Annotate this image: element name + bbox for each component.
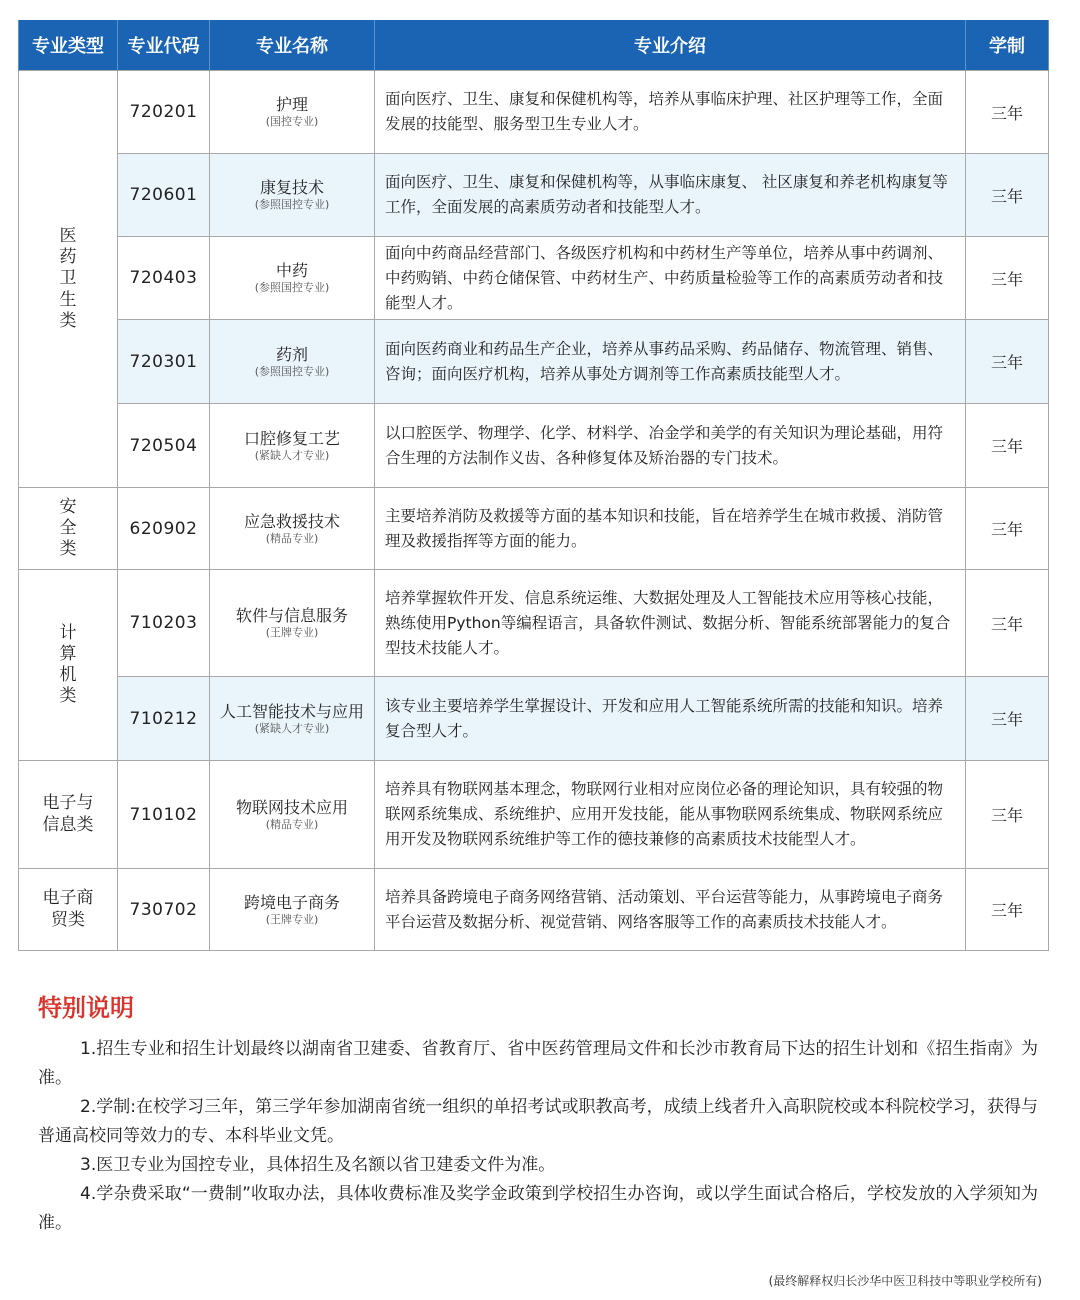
major-duration: 三年 — [966, 154, 1049, 237]
table-row — [19, 488, 1049, 570]
table-row — [19, 237, 1049, 320]
major-name: 药剂 — [275, 344, 308, 364]
major-description: 培养具有物联网基本理念，物联网行业相对应岗位必备的理论知识，具有较强的物联网系统集成、系统维护、应用开发技能，能从事物联网系统集成、物联网系统应用开发及物联网系统维护等工作的德技兼修的高素质技术技能型人才。 — [375, 761, 966, 869]
major-name: 应急救援技术 — [243, 511, 340, 531]
major-tag: (参照国控专业) — [254, 198, 330, 211]
major-name-cell — [210, 488, 375, 570]
category-cell — [19, 761, 118, 869]
major-name: 中药 — [275, 261, 308, 280]
major-name: 跨境电子商务 — [243, 892, 340, 912]
major-name-cell — [210, 71, 375, 154]
major-name-cell — [210, 237, 375, 320]
category-cell — [19, 869, 118, 951]
copyright-note: (最终解释权归长沙华中医卫科技中等职业学校所有) — [768, 1274, 1042, 1288]
major-code: 710212 — [118, 677, 210, 761]
header-duration: 学制 — [966, 20, 1049, 71]
major-tag: (国控专业) — [265, 115, 319, 128]
major-duration: 三年 — [966, 71, 1049, 154]
major-name: 口腔修复工艺 — [243, 428, 340, 448]
major-name-cell — [210, 869, 375, 951]
major-duration: 三年 — [966, 404, 1049, 488]
major-code: 720504 — [118, 404, 210, 488]
major-name: 物联网技术应用 — [235, 797, 348, 817]
table-row — [19, 71, 1049, 154]
table-row — [19, 570, 1049, 677]
category-label: 安全类 — [59, 496, 77, 560]
category-cell — [19, 488, 118, 570]
table-row — [19, 154, 1049, 237]
major-duration: 三年 — [966, 320, 1049, 404]
major-description: 以口腔医学、物理学、化学、材料学、冶金学和美学的有关知识为理论基础，用符合生理的方法制作义齿、各种修复体及矫治器的专门技术。 — [375, 404, 966, 488]
major-name: 护理 — [275, 95, 308, 114]
major-name-cell — [210, 677, 375, 761]
note-item: 2.学制:在校学习三年，第三学年参加湖南省统一组织的单招考试或职教高考，成绩上线者升入高职院校或本科院校学习，获得与普通高校同等效力的专、本科毕业文凭。 — [38, 1097, 1038, 1146]
category-label: 医药卫生类 — [59, 225, 77, 331]
major-description: 培养具备跨境电子商务网络营销、活动策划、平台运营等能力，从事跨境电子商务平台运营及数据分析、视觉营销、网络客服等工作的高素质技术技能人才。 — [375, 869, 966, 951]
major-name-cell — [210, 320, 375, 404]
major-tag: (紧缺人才专业) — [254, 721, 330, 735]
major-description: 培养掌握软件开发、信息系统运维、大数据处理及人工智能技术应用等核心技能，熟练使用Python等编程语言，具备软件测试、数据分析、智能系统部署能力的复合型技术技能人才。 — [375, 570, 966, 677]
major-name-cell — [210, 570, 375, 677]
major-name-cell — [210, 404, 375, 488]
header-major-name: 专业名称 — [210, 20, 375, 71]
major-tag: (王牌专业) — [265, 626, 319, 639]
major-duration: 三年 — [966, 761, 1049, 869]
major-description: 主要培养消防及救援等方面的基本知识和技能，旨在培养学生在城市救援、消防管理及救援指挥等方面的能力。 — [375, 488, 966, 570]
major-tag: (紧缺人才专业) — [254, 448, 330, 462]
note-item: 1.招生专业和招生计划最终以湖南省卫建委、省教育厅、省中医药管理局文件和长沙市教育局下达的招生计划和《招生指南》为准。 — [38, 1039, 1038, 1088]
major-duration: 三年 — [966, 677, 1049, 761]
major-tag: (王牌专业) — [265, 912, 319, 926]
category-label: 电子与信息类 — [42, 793, 94, 835]
special-notes — [38, 988, 1038, 1238]
major-description: 面向医疗、卫生、康复和保健机构等，从事临床康复、 社区康复和养老机构康复等工作，全面发展的高素质劳动者和技能型人才。 — [375, 154, 966, 237]
table-header-row — [19, 20, 1049, 71]
note-item: 4.学杂费采取“一费制”收取办法，具体收费标准及奖学金政策到学校招生办咨询，或以学生面试合格后，学校发放的入学须知为准。 — [38, 1184, 1038, 1233]
major-code: 720201 — [118, 71, 210, 154]
major-duration: 三年 — [966, 869, 1049, 951]
major-code: 620902 — [118, 488, 210, 570]
table-row — [19, 761, 1049, 869]
category-label: 电子商贸类 — [42, 888, 94, 930]
major-tag: (参照国控专业) — [254, 281, 330, 294]
header-major-type: 专业类型 — [19, 20, 118, 71]
header-major-code: 专业代码 — [118, 20, 210, 71]
major-tag: (精品专业) — [265, 531, 319, 545]
table-row — [19, 320, 1049, 404]
major-description: 该专业主要培养学生掌握设计、开发和应用人工智能系统所需的技能和知识。培养复合型人才。 — [375, 677, 966, 761]
major-code: 710203 — [118, 570, 210, 677]
major-description: 面向医药商业和药品生产企业，培养从事药品采购、药品储存、物流管理、销售、咨询；面向医疗机构，培养从事处方调剂等工作高素质技能型人才。 — [375, 320, 966, 404]
table-row — [19, 869, 1049, 951]
note-item: 3.医卫专业为国控专业，具体招生及名额以省卫建委文件为准。 — [80, 1155, 556, 1175]
header-major-intro: 专业介绍 — [375, 20, 966, 71]
major-tag: (参照国控专业) — [254, 364, 330, 378]
category-cell — [19, 71, 118, 488]
majors-table — [18, 20, 1049, 951]
major-duration: 三年 — [966, 237, 1049, 320]
major-code: 720601 — [118, 154, 210, 237]
major-description: 面向医疗、卫生、康复和保健机构等，培养从事临床护理、社区护理等工作，全面发展的技能型、服务型卫生专业人才。 — [375, 71, 966, 154]
major-code: 710102 — [118, 761, 210, 869]
table-row — [19, 677, 1049, 761]
table-row — [19, 404, 1049, 488]
major-code: 720403 — [118, 237, 210, 320]
category-cell — [19, 570, 118, 761]
major-duration: 三年 — [966, 570, 1049, 677]
major-description: 面向中药商品经营部门、各级医疗机构和中药材生产等单位，培养从事中药调剂、中药购销、中药仓储保管、中药材生产、中药质量检验等工作的高素质劳动者和技能型人才。 — [375, 237, 966, 320]
notes-title: 特别说明 — [38, 994, 134, 1022]
major-name: 康复技术 — [259, 178, 324, 197]
major-name: 人工智能技术与应用 — [219, 701, 364, 721]
major-code: 720301 — [118, 320, 210, 404]
category-label: 计算机类 — [59, 622, 77, 707]
major-name-cell — [210, 154, 375, 237]
major-code: 730702 — [118, 869, 210, 951]
major-duration: 三年 — [966, 488, 1049, 570]
major-name-cell — [210, 761, 375, 869]
major-name: 软件与信息服务 — [235, 606, 348, 625]
major-tag: (精品专业) — [265, 817, 319, 831]
